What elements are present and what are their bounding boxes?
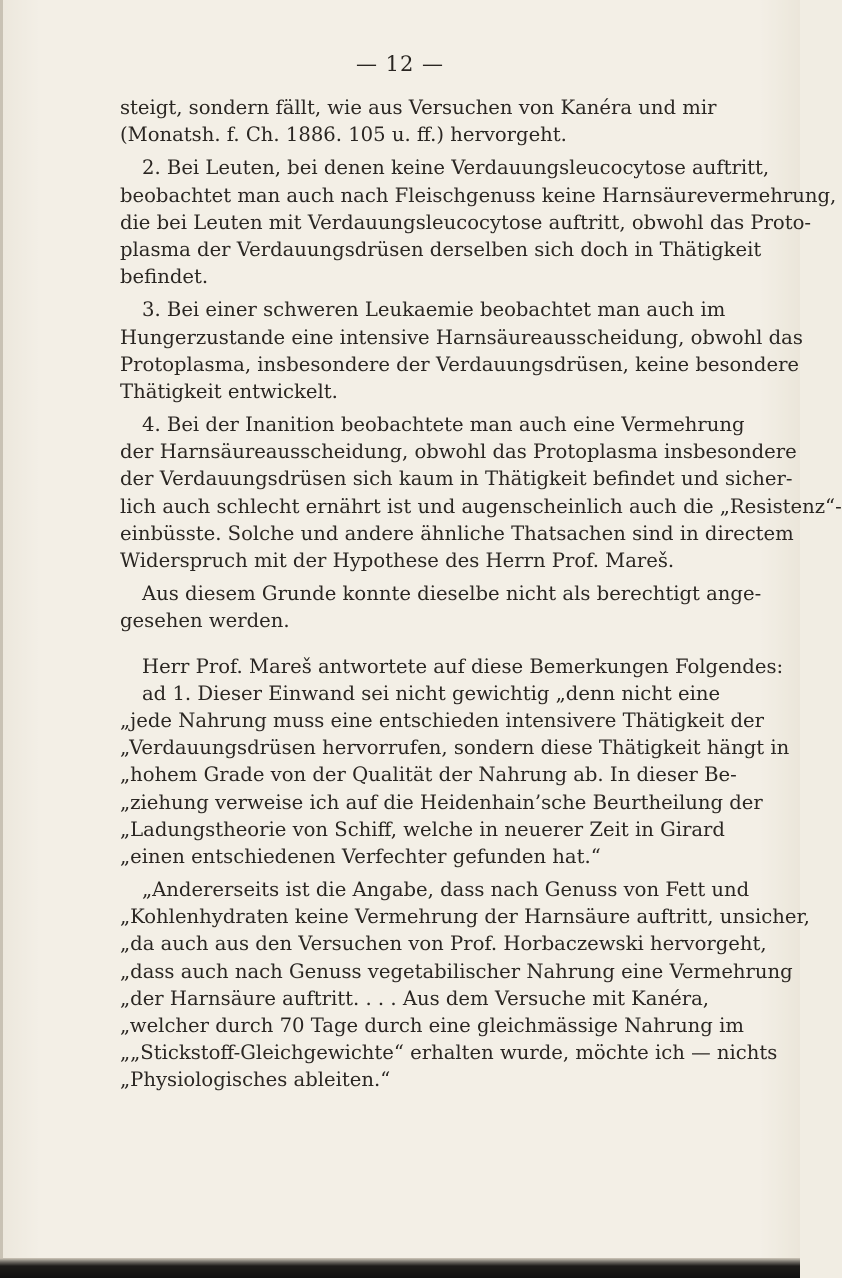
text-line: Thätigkeit entwickelt. (120, 379, 338, 403)
text-line: einbüsste. Solche und andere ähnliche Thatsachen sind in directem (120, 521, 794, 545)
text-line: der Harnsäureausscheidung, obwohl das Protoplasma insbesondere (120, 440, 797, 464)
text-line: (Monatsh. f. Ch. 1886. 105 u. ff.) hervorgeht. (120, 123, 567, 147)
text-line: Herr Prof. Mareš antwortete auf diese Bemerkungen Folgendes: (142, 654, 784, 678)
text-line: „Verdauungsdrüsen hervorrufen, sondern diese Thätigkeit hängt in (120, 736, 790, 760)
text-line: „da auch aus den Versuchen von Prof. Horbaczewski hervorgeht, (120, 932, 767, 956)
text-line: Protoplasma, insbesondere der Verdauungsdrüsen, keine besondere (120, 352, 800, 376)
text-line: der Verdauungsdrüsen sich kaum in Thätigkeit befindet und sicher- (120, 467, 793, 491)
text-line: „Kohlenhydraten keine Vermehrung der Harnsäure auftritt, unsicher, (120, 905, 810, 929)
paragraph-p6 (120, 653, 790, 871)
text-line: plasma der Verdauungsdrüsen derselben sich doch in Thätigkeit (120, 237, 762, 261)
text-line: 2. Bei Leuten, bei denen keine Verdauungsleucocytose auftritt, (142, 156, 770, 180)
text-line: „der Harnsäure auftritt. . . . Aus dem Versuche mit Kanéra, (120, 986, 709, 1010)
paragraph-p4 (120, 411, 842, 574)
text-line: „welcher durch 70 Tage durch eine gleichmässige Nahrung im (120, 1014, 744, 1037)
paragraph-p1 (120, 94, 717, 148)
paragraph-p7 (120, 876, 810, 1094)
text-line: „„Stickstoff-Gleichgewichte“ erhalten wurde, möchte ich — nichts (120, 1041, 778, 1065)
paragraph-p3 (120, 296, 803, 405)
text-line: „Physiologisches ableiten.“ (120, 1068, 391, 1092)
text-line: lich auch schlecht ernährt ist und augenscheinlich auch die „Resistenz“- (120, 494, 842, 518)
text-line: „jede Nahrung muss eine entschieden intensivere Thätigkeit der (120, 708, 764, 732)
page-left-edge (0, 0, 3, 1278)
body-text (120, 94, 842, 1094)
text-line: Aus diesem Grunde konnte dieselbe nicht als berechtigt ange- (142, 582, 762, 606)
text-line: gesehen werden. (120, 609, 290, 633)
text-line: „ziehung verweise ich auf die Heidenhain’sche Beurtheilung der (120, 790, 763, 814)
text-line: die bei Leuten mit Verdauungsleucocytose auftritt, obwohl das Proto- (120, 210, 812, 234)
text-line: Widerspruch mit der Hypothese des Herrn Prof. Mareš. (120, 549, 675, 572)
text-line: 3. Bei einer schweren Leukaemie beobachtet man auch im (142, 298, 726, 322)
text-line: Hungerzustande eine intensive Harnsäureausscheidung, obwohl das (120, 325, 803, 349)
text-line: „einen entschiedenen Verfechter gefunden hat.“ (120, 844, 601, 868)
text-line: „Ladungstheorie von Schiff, welche in neuerer Zeit in Girard (120, 817, 725, 841)
page-number-header: — 12 — (355, 52, 445, 76)
text-line: steigt, sondern fällt, wie aus Versuchen von Kanéra und mir (120, 96, 717, 119)
text-line: „dass auch nach Genuss vegetabilischer Nahrung eine Vermehrung (120, 959, 793, 983)
scan-bottom-edge (0, 1258, 800, 1278)
text-line: beobachtet man auch nach Fleischgenuss keine Harnsäurevermehrung, (120, 183, 837, 207)
paragraph-gap (120, 635, 688, 653)
paragraph-p5 (120, 580, 762, 634)
text-line: „Andererseits ist die Angabe, dass nach Genuss von Fett und (142, 878, 750, 902)
paragraph-p2 (120, 154, 837, 290)
text-line: 4. Bei der Inanition beobachtete man auch eine Vermehrung (142, 413, 745, 437)
text-line: „hohem Grade von der Qualität der Nahrung ab. In dieser Be- (120, 763, 737, 787)
text-line: befindet. (120, 265, 209, 289)
text-line: ad 1. Dieser Einwand sei nicht gewichtig „denn nicht eine (142, 681, 721, 705)
